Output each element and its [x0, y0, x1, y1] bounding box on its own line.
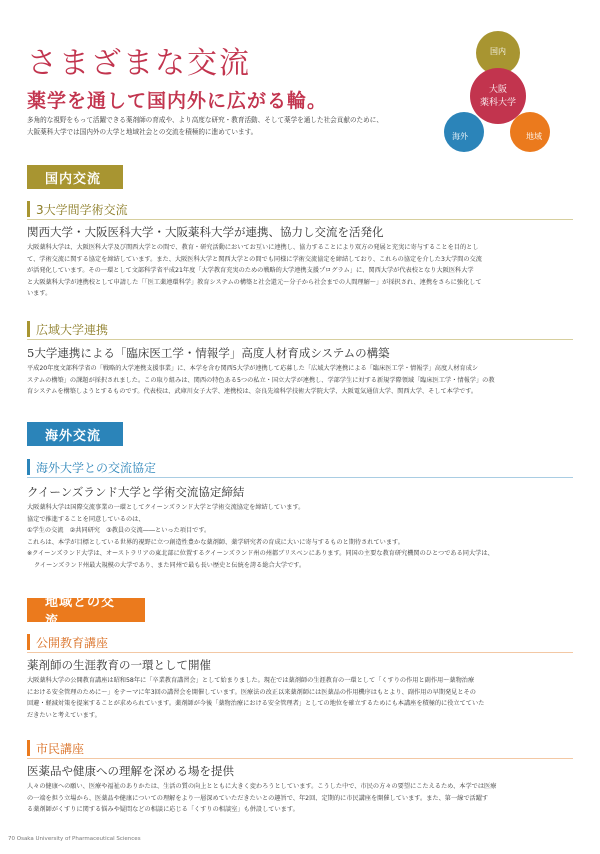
heading-text: 広域大学連携	[36, 322, 109, 337]
heading-bar	[27, 321, 30, 337]
article-title-citizen-lecture: 医薬品や健康への理解を深める場を提供	[27, 764, 234, 778]
body-line: 大阪薬科大学は、大阪医科大学及び関西大学との間で、教育・研究活動においてお互いに連携し、協力することにより双方の発展と充実に寄与することを目的とし	[27, 244, 479, 251]
category-overseas: 海外交流	[27, 422, 123, 446]
intro-text	[27, 114, 447, 138]
venn-label-domestic: 国内	[490, 47, 506, 56]
section-heading-kansai	[27, 200, 573, 218]
venn-label-overseas: 海外	[452, 132, 468, 141]
body-line: これらは、本学が目標としている世界的視野に立つ創造性豊かな薬剤師、薬学研究者の育成に大いに寄与するものと期待されています。	[27, 538, 404, 546]
venn-label-regional: 地域	[526, 132, 542, 141]
article-body-public-lecture	[27, 675, 575, 721]
heading-text: 海外大学との交流協定	[36, 460, 157, 475]
article-body-citizen-lecture	[27, 781, 575, 816]
intro-line: 多角的な視野をもって活躍できる薬剤師の育成や、より高度な研究・教育活動、そして薬学を通した社会貢献のために、	[27, 116, 383, 124]
body-line: 大阪薬科大学は国際交流事業の一環としてクイーンズランド大学と学術交流協定を締結しています。	[27, 504, 305, 511]
body-line: 育システムを構築しようとするものです。代表校は、武庫川女子大学、連携校は、奈良先端科学技術大学院大学、大阪電気通信大学、関西大学、そして本学です。	[27, 388, 478, 395]
venn-label-center-2: 薬科大学	[479, 98, 517, 108]
article-title-public-lecture: 薬剤師の生涯教育の一環として開催	[27, 658, 211, 672]
body-line: 平成20年度文部科学省の「戦略的大学連携支援事業」に、本学を含む関西5大学が連携して応募した「広域大学連携による「臨床医工学・情報学」高度人材育成シ	[27, 365, 479, 372]
body-line: います。	[27, 290, 52, 297]
section-heading-overseas	[27, 458, 573, 476]
body-line: 大阪薬科大学の公開教育講座は昭和58年に「卒業教育講習会」として始まりました。現在では薬剤師の生涯教育の一環として「くすりの作用と副作用～薬物治療	[27, 677, 475, 684]
article-body-overseas	[27, 502, 575, 571]
page-subtitle: 薬学を通して国内外に広がる輪。	[27, 90, 328, 112]
body-line: の一端を担う立場から、医薬品や健康についての理解をより一層深めていただきたいとの趣旨で、年2回、定期的に市民講座を開催しています。また、第一線で活躍す	[27, 794, 489, 802]
body-line: が活発化しています。その一環として文部科学省平成21年度「大学教育充実のための戦略的大学連携支援プログラム」に、関西大学が代表校となり大阪医科大学	[27, 267, 474, 274]
article-body-kansai	[27, 242, 575, 300]
exchange-venn-diagram	[440, 26, 560, 156]
heading-bar	[27, 634, 30, 650]
body-line: 協定で推進することを同意しているのは、	[27, 515, 145, 523]
article-body-regional-alliance	[27, 363, 575, 398]
heading-rule	[27, 339, 573, 340]
body-line: ※クイーンズランド大学は、オーストラリアの東北部に位置するクイーンズランド州の州都ブリスベンにあります。同国の主要な教育研究機関のひとつである同大学は、	[27, 550, 494, 557]
heading-rule	[27, 758, 573, 759]
body-line: ステムの構築」の課題が採択されました。この取り組みは、関西の特色ある5つの私立・国立大学が連携し、学部学生に対する新規学際領域「臨床医工学・情報学」の教	[27, 376, 495, 384]
intro-line: 大阪薬科大学では国内外の大学と地域社会との交流を積極的に進めています。	[27, 128, 258, 136]
heading-text: 公開教育講座	[36, 635, 109, 650]
heading-bar	[27, 201, 30, 217]
section-heading-public-lecture	[27, 633, 573, 651]
heading-text: 3大学間学術交流	[36, 202, 128, 217]
body-line: だきたいと考えています。	[27, 711, 101, 719]
page-footer: 70 Osaka University of Pharmaceutical Sciences	[8, 836, 141, 842]
category-domestic: 国内交流	[27, 165, 123, 189]
heading-bar	[27, 740, 30, 756]
body-line: クイーンズランド州最大規模の大学であり、また同州で最も長い歴史と伝統を誇る総合大学です。	[34, 561, 306, 569]
heading-text: 市民講座	[36, 741, 85, 756]
body-line: 回避・軽減対策を提案することが求められています。薬剤師が今後「薬物治療における安全管理者」としての地位を確立するためにも本講座を積極的に役立てていた	[27, 700, 485, 707]
heading-rule	[27, 477, 573, 478]
heading-bar	[27, 459, 30, 475]
body-line: における安全管理のために～」をテーマに年3回の講習会を開催しています。医療法の改正以来薬剤師には医薬品の作用機序はもとより、副作用の早期発見とその	[27, 688, 476, 696]
category-regional: 地域との交流	[27, 598, 145, 622]
article-title-kansai: 関西大学・大阪医科大学・大阪薬科大学が連携、協力し交流を活発化	[27, 225, 384, 239]
body-line: 人々の健康への願い、医療や福祉のありかたは、生活の質の向上とともに大きく変わろうとしています。こうした中で、市民の方々の要望にこたえるため、本学では医療	[27, 783, 497, 790]
body-line: ①学生の交流 ②共同研究 ③教員の交流――といった項目です。	[27, 527, 211, 534]
heading-rule	[27, 652, 573, 653]
section-heading-citizen-lecture	[27, 739, 573, 757]
section-heading-regional-alliance	[27, 320, 573, 338]
page-title: さまざまな交流	[27, 46, 251, 81]
venn-label-center-1: 大阪	[488, 85, 508, 95]
heading-rule	[27, 219, 573, 220]
body-line: る薬剤師がくすりに関する悩みや疑問などの相談に応じる「くすりの相談室」も併設しています。	[27, 806, 299, 813]
venn-circle-center	[470, 68, 526, 124]
body-line: と大阪薬科大学が連携校として申請した「「医工薬連環科学」教育システムの構築と社会還元～分子から社会までの人間理解～」が採択され、連携をさらに強化して	[27, 278, 482, 286]
article-title-regional-alliance: 5大学連携による「臨床医工学・情報学」高度人材育成システムの構築	[27, 346, 390, 360]
body-line: て、学術交流に関する協定を締結しています。また、大阪医科大学と関西大学との間でも同様に学術交流協定を締結しており、これらの協定を介した3大学間の交流	[27, 255, 482, 263]
article-title-overseas: クイーンズランド大学と学術交流協定締結	[27, 485, 245, 499]
